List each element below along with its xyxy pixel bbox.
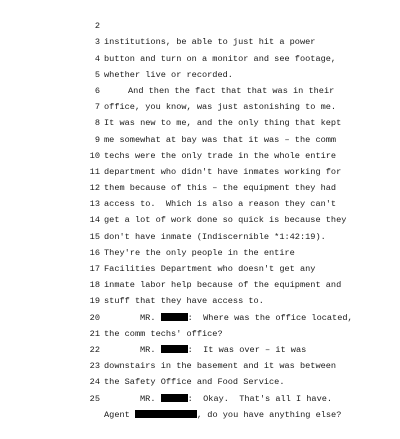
speaker-title: MR.	[140, 312, 156, 323]
line-text: Facilities Department who doesn't get any	[104, 264, 316, 275]
transcript-line	[88, 2, 400, 48]
line-number: 3	[94, 37, 100, 48]
line-text: , do you have anything else?	[196, 409, 342, 420]
line-number: 19	[89, 296, 100, 307]
line-number: 10	[89, 150, 100, 161]
speaker-line	[104, 407, 341, 423]
line-text: button and turn on a monitor and see footage,	[104, 53, 337, 64]
line-text: the comm techs' office?	[104, 328, 223, 339]
transcript-lines	[88, 2, 400, 420]
line-number: 6	[94, 85, 100, 96]
line-number: 17	[89, 264, 100, 275]
line-text: It was new to me, and the only thing that kept	[104, 118, 342, 129]
line-text: institutions, be able to just hit a power	[104, 37, 316, 48]
line-number: 4	[94, 53, 100, 64]
line-number: 24	[89, 377, 100, 388]
line-number: 25	[89, 393, 100, 404]
redaction-bar	[161, 394, 188, 402]
line-text: : Okay. That's all I have.	[187, 393, 333, 404]
speaker-line	[140, 391, 332, 407]
line-number: 2	[94, 21, 100, 32]
line-number: 11	[89, 166, 100, 177]
line-text: me somewhat at bay was that it was – the comm	[104, 134, 337, 145]
line-number: 21	[89, 328, 100, 339]
line-text: them because of this – the equipment they had	[104, 183, 337, 194]
line-text: access to. Which is also a reason they can't	[104, 199, 337, 210]
line-number: 8	[94, 118, 100, 129]
line-text: office, you know, was just astonishing to me.	[104, 102, 337, 113]
line-number: 23	[89, 361, 100, 372]
line-number: 12	[89, 183, 100, 194]
line-number: 13	[89, 199, 100, 210]
line-number: 20	[89, 312, 100, 323]
speaker-title: MR.	[140, 344, 156, 355]
line-number: 16	[89, 247, 100, 258]
line-text: : Where was the office located,	[187, 312, 353, 323]
line-text: downstairs in the basement and it was between	[104, 361, 337, 372]
line-text: techs were the only trade in the whole entire	[104, 150, 337, 161]
line-text: department who didn't have inmates working for	[104, 166, 342, 177]
redaction-bar	[135, 410, 197, 418]
line-text: inmate labor help because of the equipment and	[104, 280, 342, 291]
speaker-title: MR.	[140, 393, 156, 404]
line-number: 14	[89, 215, 100, 226]
line-number: 7	[94, 102, 100, 113]
line-number: 22	[89, 344, 100, 355]
line-text: : It was over – it was	[187, 344, 307, 355]
line-text: stuff that they have access to.	[104, 296, 264, 307]
speaker-title: Agent	[104, 409, 130, 420]
line-number: 5	[94, 69, 100, 80]
line-text: whether live or recorded.	[104, 69, 233, 80]
line-text: And then the fact that that was in their	[128, 85, 335, 96]
line-number: 18	[89, 280, 100, 291]
line-text: don't have inmate (Indiscernible *1:42:19).	[104, 231, 326, 242]
line-text: get a lot of work done so quick is because they	[104, 215, 347, 226]
line-number: 15	[89, 231, 100, 242]
line-number: 9	[94, 134, 100, 145]
line-text: They're the only people in the entire	[104, 247, 295, 258]
line-text: the Safety Office and Food Service.	[104, 377, 285, 388]
